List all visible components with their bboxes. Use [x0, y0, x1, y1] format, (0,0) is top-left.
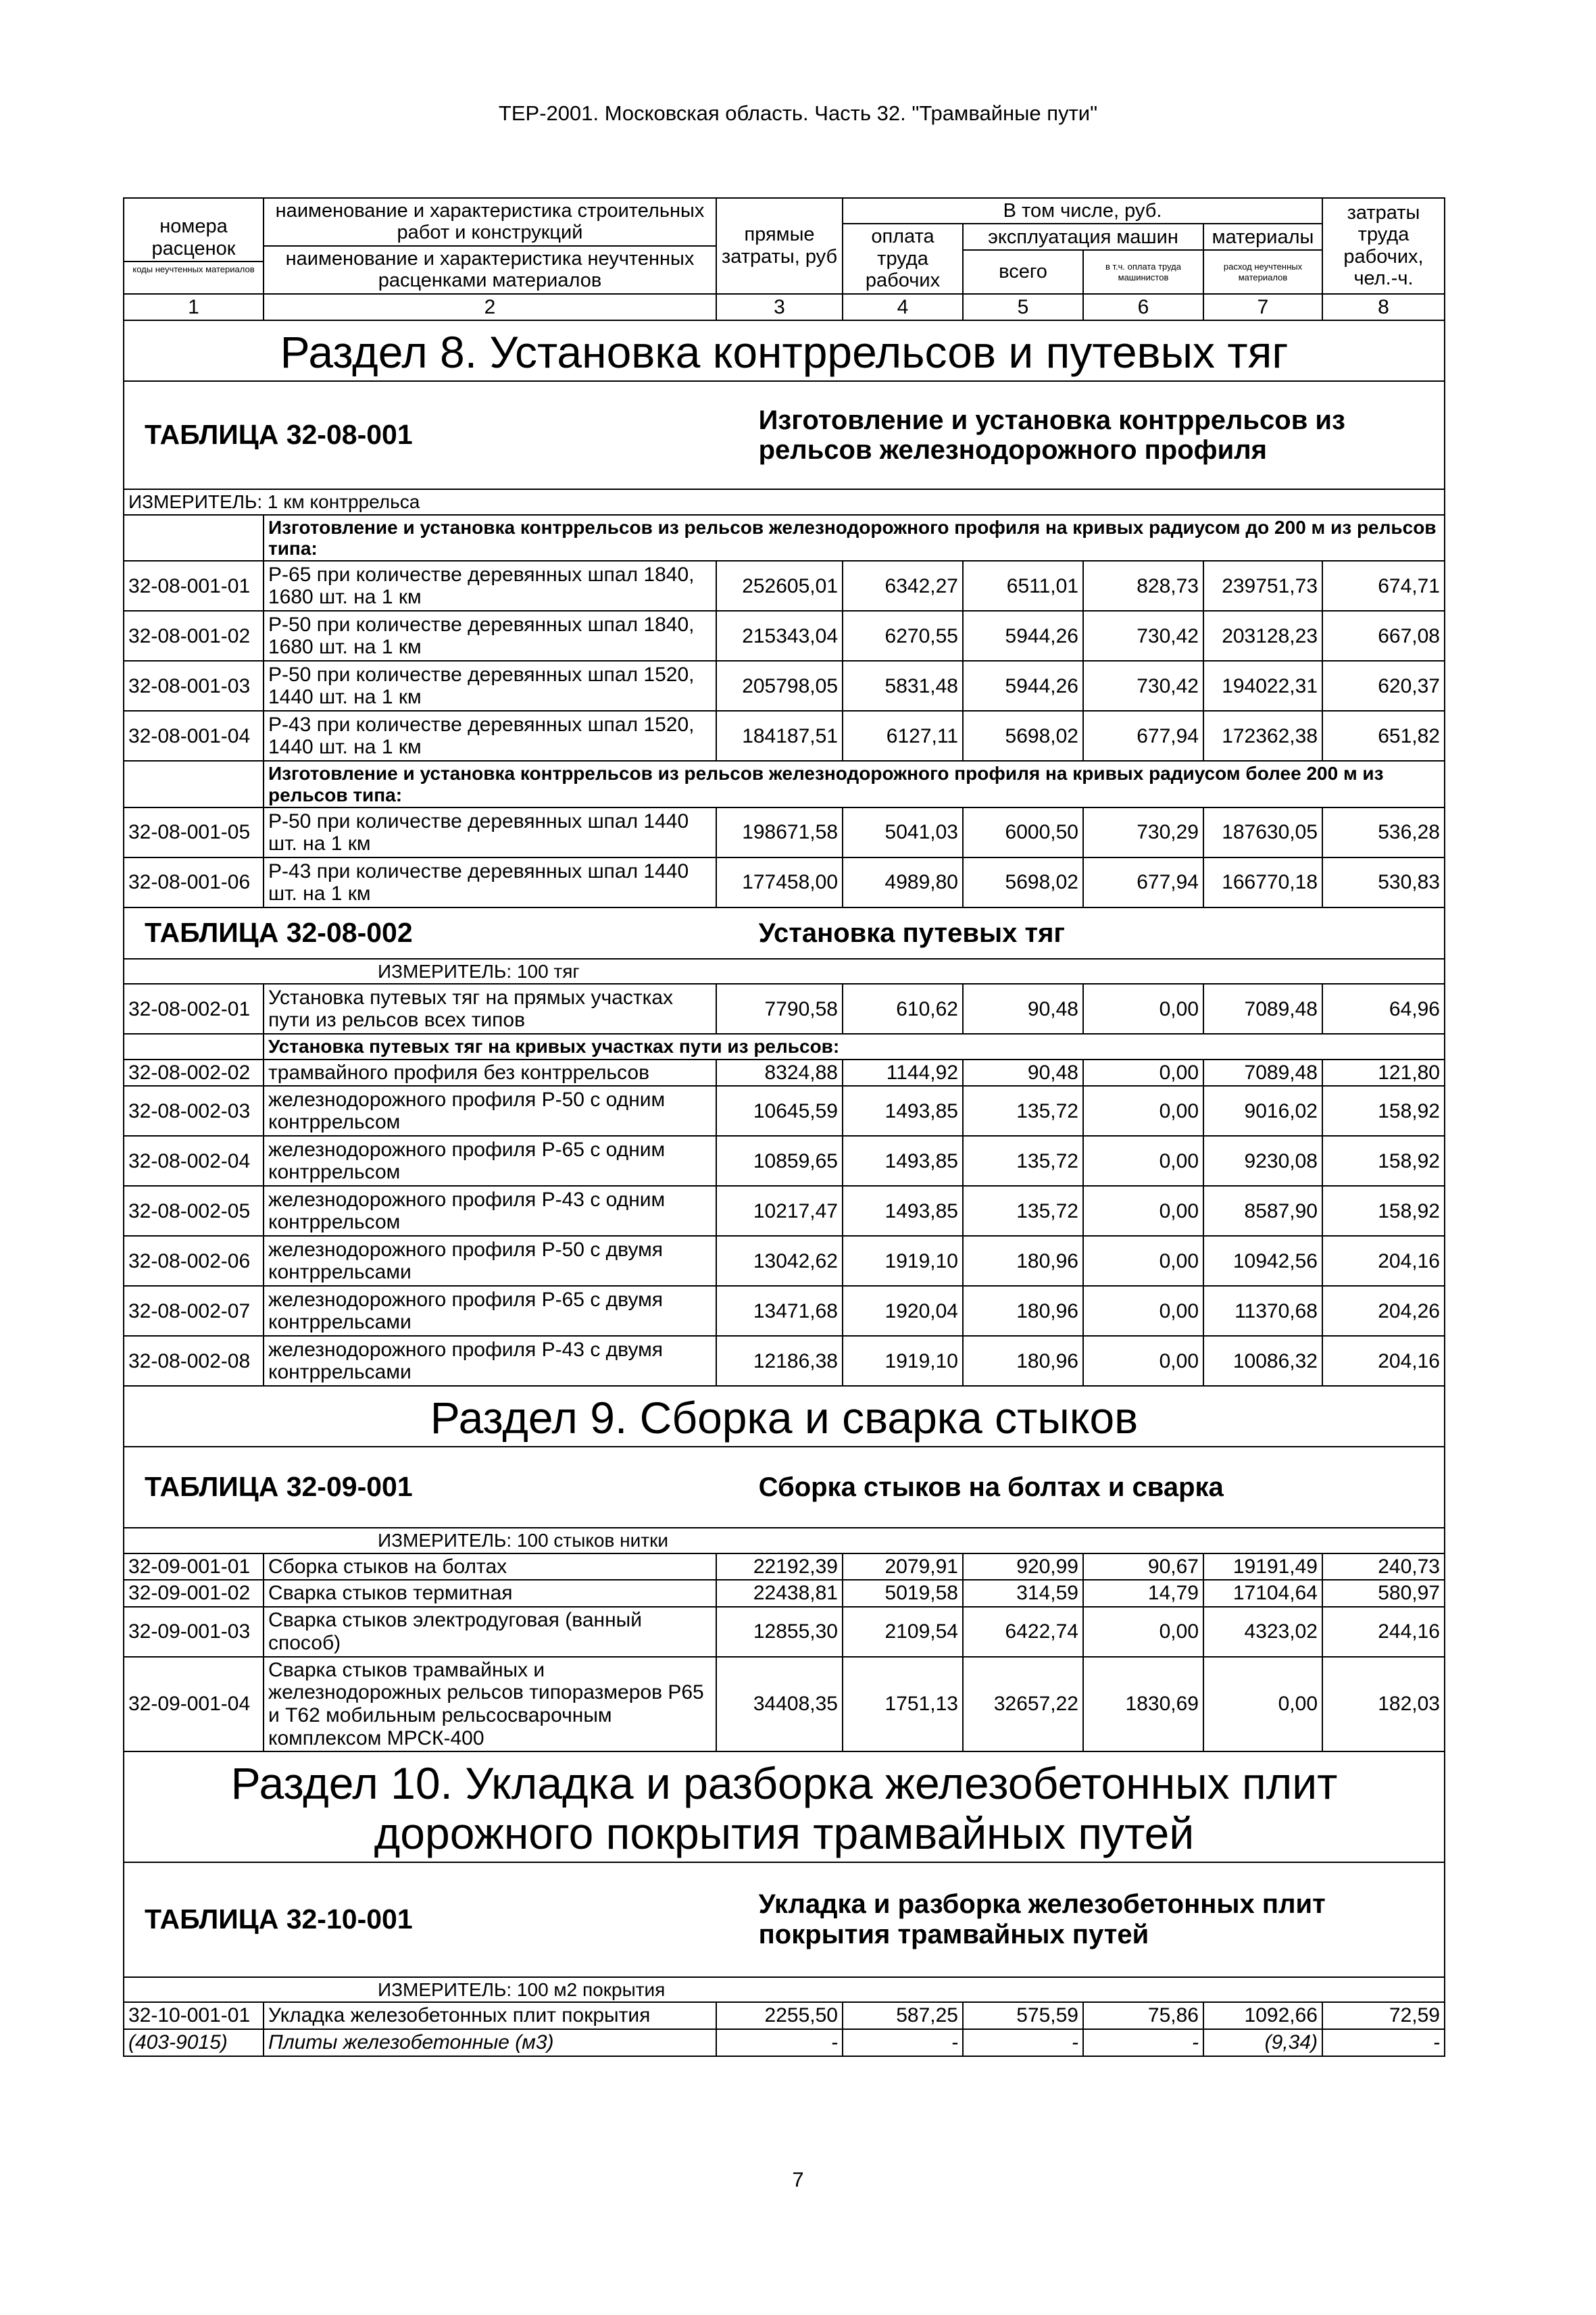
machines-total: 180,96 [963, 1236, 1083, 1286]
labor-hours: 240,73 [1322, 1553, 1445, 1580]
operators-wages: 0,00 [1083, 1286, 1203, 1336]
labor-hours: 158,92 [1322, 1086, 1445, 1136]
table-title-row [124, 1862, 1445, 1977]
rate-code: 32-09-001-04 [124, 1657, 264, 1751]
table-row [124, 2002, 1445, 2029]
section-title: Раздел 9. Сборка и сварка стыков [124, 1386, 1445, 1447]
labor-hours: 244,16 [1322, 1607, 1445, 1657]
direct-costs: - [716, 2029, 843, 2056]
col-number: 2 [264, 294, 716, 321]
work-name: Р-43 при количестве деревянных шпал 1440 шт. на 1 км [264, 857, 716, 907]
table-row [124, 1086, 1445, 1136]
labor-hours: 530,83 [1322, 857, 1445, 907]
table-row [124, 1136, 1445, 1186]
direct-costs: 10859,65 [716, 1136, 843, 1186]
rate-code: 32-10-001-01 [124, 2002, 264, 2029]
machines-total: 6511,01 [963, 561, 1083, 611]
empty-cell [124, 515, 264, 562]
machines-total: 5698,02 [963, 711, 1083, 761]
table-row [124, 857, 1445, 907]
operators-wages: - [1083, 2029, 1203, 2056]
operators-wages: 14,79 [1083, 1580, 1203, 1607]
col-header-unaccounted: расход неучтенных материалов [1203, 250, 1322, 294]
machines-total: 90,48 [963, 1060, 1083, 1087]
wages: 1919,10 [843, 1336, 963, 1386]
work-name: Укладка железобетонных плит покрытия [264, 2002, 716, 2029]
subheading-row [124, 1034, 1445, 1059]
machines-total: 90,48 [963, 984, 1083, 1034]
operators-wages: 0,00 [1083, 1236, 1203, 1286]
table-row [124, 1657, 1445, 1751]
table-title-row [124, 907, 1445, 959]
work-name: Р-43 при количестве деревянных шпал 1520, 1440 шт. на 1 км [264, 711, 716, 761]
operators-wages: 730,42 [1083, 611, 1203, 661]
rate-code: 32-08-001-04 [124, 711, 264, 761]
table-row [124, 1236, 1445, 1286]
materials: 8587,90 [1203, 1186, 1322, 1236]
rate-code: 32-09-001-02 [124, 1580, 264, 1607]
wages: - [843, 2029, 963, 2056]
empty-cell [124, 1034, 264, 1059]
operators-wages: 1830,69 [1083, 1657, 1203, 1751]
rate-code: 32-08-002-02 [124, 1060, 264, 1087]
wages: 1919,10 [843, 1236, 963, 1286]
direct-costs: 34408,35 [716, 1657, 843, 1751]
work-name: Установка путевых тяг на прямых участках пути из рельсов всех типов [264, 984, 716, 1034]
labor-hours: 651,82 [1322, 711, 1445, 761]
wages: 5041,03 [843, 807, 963, 857]
wages: 5019,58 [843, 1580, 963, 1607]
direct-costs: 177458,00 [716, 857, 843, 907]
column-numbers-row [124, 294, 1445, 321]
machines-total: 6000,50 [963, 807, 1083, 857]
col-header-machines: эксплуатация машин [963, 224, 1203, 250]
table-row [124, 1060, 1445, 1087]
page-number: 7 [792, 2168, 804, 2191]
section-8-row [124, 320, 1445, 381]
work-name: Сварка стыков трамвайных и железнодорожных рельсов типоразмеров Р65 и Т62 мобильным рельсосварочным комплексом МРСК-400 [264, 1657, 716, 1751]
col-header-labor: затраты труда рабочих, чел.-ч. [1322, 198, 1445, 294]
materials: 9016,02 [1203, 1086, 1322, 1136]
table-label: ТАБЛИЦА 32-09-001 [145, 1471, 413, 1503]
operators-wages: 730,29 [1083, 807, 1203, 857]
rate-code: 32-08-001-05 [124, 807, 264, 857]
direct-costs: 2255,50 [716, 2002, 843, 2029]
materials: 10942,56 [1203, 1236, 1322, 1286]
rate-code: 32-08-001-01 [124, 561, 264, 611]
col-header-direct-costs: прямые затраты, руб [716, 198, 843, 294]
wages: 5831,48 [843, 661, 963, 711]
operators-wages: 828,73 [1083, 561, 1203, 611]
meter: ИЗМЕРИТЕЛЬ: 100 стыков нитки [124, 1528, 1445, 1553]
direct-costs: 13042,62 [716, 1236, 843, 1286]
operators-wages: 0,00 [1083, 984, 1203, 1034]
col-number: 3 [716, 294, 843, 321]
labor-hours: 158,92 [1322, 1186, 1445, 1236]
meter-row [124, 1528, 1445, 1553]
wages: 1493,85 [843, 1186, 963, 1236]
table-row [124, 807, 1445, 857]
operators-wages: 75,86 [1083, 2002, 1203, 2029]
table-description: Установка путевых тяг [758, 918, 1066, 948]
direct-costs: 12186,38 [716, 1336, 843, 1386]
direct-costs: 10217,47 [716, 1186, 843, 1236]
table-row [124, 2029, 1445, 2056]
labor-hours: 204,16 [1322, 1336, 1445, 1386]
work-name: Плиты железобетонные (м3) [264, 2029, 716, 2056]
table-row [124, 1607, 1445, 1657]
work-name: Р-50 при количестве деревянных шпал 1520, 1440 шт. на 1 км [264, 661, 716, 711]
work-name: железнодорожного профиля Р-50 с одним контррельсом [264, 1086, 716, 1136]
table-32-08-001-title [124, 381, 1445, 489]
rate-code: 32-09-001-01 [124, 1553, 264, 1580]
table-title [124, 381, 1445, 489]
materials: 7089,48 [1203, 1060, 1322, 1087]
rate-code: 32-08-002-05 [124, 1186, 264, 1236]
machines-total: - [963, 2029, 1083, 2056]
rate-code: 32-09-001-03 [124, 1607, 264, 1657]
section-title: Раздел 10. Укладка и разборка железобетонных плит дорожного покрытия трамвайных путей [124, 1751, 1445, 1862]
col-number: 8 [1322, 294, 1445, 321]
machines-total: 32657,22 [963, 1657, 1083, 1751]
operators-wages: 0,00 [1083, 1186, 1203, 1236]
labor-hours: 667,08 [1322, 611, 1445, 661]
machines-total: 135,72 [963, 1086, 1083, 1136]
operators-wages: 677,94 [1083, 711, 1203, 761]
materials: 9230,08 [1203, 1136, 1322, 1186]
col-header-total: всего [963, 250, 1083, 294]
machines-total: 180,96 [963, 1286, 1083, 1336]
col-number: 1 [124, 294, 264, 321]
col-number: 6 [1083, 294, 1203, 321]
direct-costs: 22438,81 [716, 1580, 843, 1607]
wages: 6270,55 [843, 611, 963, 661]
subheading-row [124, 761, 1445, 807]
materials: 194022,31 [1203, 661, 1322, 711]
table-row [124, 1286, 1445, 1336]
meter: ИЗМЕРИТЕЛЬ: 100 м2 покрытия [124, 1977, 1445, 2002]
direct-costs: 184187,51 [716, 711, 843, 761]
rate-code: 32-08-001-02 [124, 611, 264, 661]
wages: 6127,11 [843, 711, 963, 761]
machines-total: 180,96 [963, 1336, 1083, 1386]
col-header-operators: в т.ч. оплата труда машинистов [1083, 250, 1203, 294]
operators-wages: 0,00 [1083, 1336, 1203, 1386]
labor-hours: 158,92 [1322, 1136, 1445, 1186]
labor-hours: 204,26 [1322, 1286, 1445, 1336]
col-header-codes [124, 198, 264, 294]
direct-costs: 198671,58 [716, 807, 843, 857]
direct-costs: 252605,01 [716, 561, 843, 611]
table-row [124, 1186, 1445, 1236]
operators-wages: 0,00 [1083, 1086, 1203, 1136]
wages: 2079,91 [843, 1553, 963, 1580]
col-number: 7 [1203, 294, 1322, 321]
wages: 2109,54 [843, 1607, 963, 1657]
machines-total: 5944,26 [963, 661, 1083, 711]
table-row [124, 1553, 1445, 1580]
operators-wages: 0,00 [1083, 1060, 1203, 1087]
work-name: Р-50 при количестве деревянных шпал 1840, 1680 шт. на 1 км [264, 611, 716, 661]
table-title-row [124, 1447, 1445, 1528]
materials: 239751,73 [1203, 561, 1322, 611]
col2-bottom: наименование и характеристика неучтенных расценками материалов [285, 247, 695, 292]
wages: 587,25 [843, 2002, 963, 2029]
materials: 10086,32 [1203, 1336, 1322, 1386]
operators-wages: 0,00 [1083, 1607, 1203, 1657]
materials: 187630,05 [1203, 807, 1322, 857]
materials: 4323,02 [1203, 1607, 1322, 1657]
subheading: Изготовление и установка контррельсов из рельсов железнодорожного профиля на кривых радиусом более 200 м из рельсов типа: [264, 761, 1445, 807]
empty-cell [124, 761, 264, 807]
labor-hours: 72,59 [1322, 2002, 1445, 2029]
wages: 1751,13 [843, 1657, 963, 1751]
machines-total: 135,72 [963, 1186, 1083, 1236]
rates-table [123, 197, 1445, 2057]
table-row [124, 984, 1445, 1034]
table-title [124, 907, 1445, 959]
col2-top: наименование и характеристика строительных работ и конструкций [264, 199, 716, 247]
section-title-row [124, 1751, 1445, 1862]
direct-costs: 205798,05 [716, 661, 843, 711]
machines-total: 314,59 [963, 1580, 1083, 1607]
labor-hours: 204,16 [1322, 1236, 1445, 1286]
materials: 203128,23 [1203, 611, 1322, 661]
rate-code: 32-08-002-04 [124, 1136, 264, 1186]
operators-wages: 0,00 [1083, 1136, 1203, 1186]
rate-code: 32-08-002-08 [124, 1336, 264, 1386]
direct-costs: 8324,88 [716, 1060, 843, 1087]
machines-total: 575,59 [963, 2002, 1083, 2029]
table-title [124, 1447, 1445, 1528]
table-row [124, 1580, 1445, 1607]
page-header: ТЕР-2001. Московская область. Часть 32. "Трамвайные пути" [498, 101, 1098, 125]
table-description: Сборка стыков на болтах и сварка [758, 1472, 1224, 1502]
wages: 4989,80 [843, 857, 963, 907]
materials: (9,34) [1203, 2029, 1322, 2056]
wages: 1493,85 [843, 1136, 963, 1186]
table-description: Изготовление и установка контррельсов из рельсов железнодорожного профиля [758, 405, 1345, 466]
work-name: трамвайного профиля без контррельсов [264, 1060, 716, 1087]
wages: 610,62 [843, 984, 963, 1034]
materials: 166770,18 [1203, 857, 1322, 907]
rate-code: 32-08-001-03 [124, 661, 264, 711]
col-header-materials: материалы [1203, 224, 1322, 250]
table-title [124, 1862, 1445, 1977]
col-header-incl: В том числе, руб. [843, 198, 1322, 224]
wages: 1144,92 [843, 1060, 963, 1087]
work-name: железнодорожного профиля Р-43 с одним контррельсом [264, 1186, 716, 1236]
machines-total: 6422,74 [963, 1607, 1083, 1657]
meter: ИЗМЕРИТЕЛЬ: 100 тяг [124, 959, 1445, 984]
materials: 17104,64 [1203, 1580, 1322, 1607]
col-number: 4 [843, 294, 963, 321]
work-name: Сварка стыков термитная [264, 1580, 716, 1607]
rate-code: 32-08-002-03 [124, 1086, 264, 1136]
operators-wages: 677,94 [1083, 857, 1203, 907]
machines-total: 920,99 [963, 1553, 1083, 1580]
materials: 19191,49 [1203, 1553, 1322, 1580]
materials: 1092,66 [1203, 2002, 1322, 2029]
materials: 11370,68 [1203, 1286, 1322, 1336]
work-name: Сборка стыков на болтах [264, 1553, 716, 1580]
subheading: Установка путевых тяг на кривых участках пути из рельсов: [264, 1034, 1445, 1059]
rate-code: 32-08-002-06 [124, 1236, 264, 1286]
col-header-name [264, 198, 716, 294]
col1-top: номера расценок [124, 214, 263, 262]
wages: 1920,04 [843, 1286, 963, 1336]
table-row [124, 711, 1445, 761]
materials: 0,00 [1203, 1657, 1322, 1751]
rate-code: (403-9015) [124, 2029, 264, 2056]
meter-row [124, 489, 1445, 514]
section-title: Раздел 8. Установка контррельсов и путевых тяг [124, 320, 1445, 381]
direct-costs: 22192,39 [716, 1553, 843, 1580]
operators-wages: 730,42 [1083, 661, 1203, 711]
machines-total: 5698,02 [963, 857, 1083, 907]
work-name: Р-65 при количестве деревянных шпал 1840, 1680 шт. на 1 км [264, 561, 716, 611]
work-name: железнодорожного профиля Р-65 с двумя контррельсами [264, 1286, 716, 1336]
col-number: 5 [963, 294, 1083, 321]
direct-costs: 13471,68 [716, 1286, 843, 1336]
labor-hours: 580,97 [1322, 1580, 1445, 1607]
table-label: ТАБЛИЦА 32-10-001 [145, 1903, 413, 1935]
direct-costs: 12855,30 [716, 1607, 843, 1657]
table-label: ТАБЛИЦА 32-08-001 [145, 419, 413, 451]
direct-costs: 215343,04 [716, 611, 843, 661]
subheading-row [124, 515, 1445, 562]
table-row [124, 661, 1445, 711]
labor-hours: 536,28 [1322, 807, 1445, 857]
col1-bottom: коды неучтенных материалов [132, 264, 255, 275]
wages: 1493,85 [843, 1086, 963, 1136]
work-name: железнодорожного профиля Р-65 с одним контррельсом [264, 1136, 716, 1186]
work-name: Р-50 при количестве деревянных шпал 1440 шт. на 1 км [264, 807, 716, 857]
direct-costs: 7790,58 [716, 984, 843, 1034]
labor-hours: 64,96 [1322, 984, 1445, 1034]
labor-hours: - [1322, 2029, 1445, 2056]
col-header-wages: оплата труда рабочих [843, 224, 963, 293]
labor-hours: 674,71 [1322, 561, 1445, 611]
table-row [124, 611, 1445, 661]
work-name: железнодорожного профиля Р-43 с двумя контррельсами [264, 1336, 716, 1386]
rate-code: 32-08-002-07 [124, 1286, 264, 1336]
materials: 7089,48 [1203, 984, 1322, 1034]
machines-total: 5944,26 [963, 611, 1083, 661]
table-row [124, 1336, 1445, 1386]
labor-hours: 620,37 [1322, 661, 1445, 711]
rate-code: 32-08-002-01 [124, 984, 264, 1034]
meter-row [124, 1977, 1445, 2002]
wages: 6342,27 [843, 561, 963, 611]
direct-costs: 10645,59 [716, 1086, 843, 1136]
meter-row [124, 959, 1445, 984]
table-description: Укладка и разборка железобетонных плит покрытия трамвайных путей [758, 1889, 1326, 1950]
table-label: ТАБЛИЦА 32-08-002 [145, 917, 413, 949]
meter: ИЗМЕРИТЕЛЬ: 1 км контррельса [124, 489, 1445, 514]
labor-hours: 121,80 [1322, 1060, 1445, 1087]
rate-code: 32-08-001-06 [124, 857, 264, 907]
machines-total: 135,72 [963, 1136, 1083, 1186]
header-row-1 [124, 198, 1445, 224]
work-name: железнодорожного профиля Р-50 с двумя контррельсами [264, 1236, 716, 1286]
labor-hours: 182,03 [1322, 1657, 1445, 1751]
table-row [124, 561, 1445, 611]
section-title-row [124, 1386, 1445, 1447]
work-name: Сварка стыков электродуговая (ванный способ) [264, 1607, 716, 1657]
materials: 172362,38 [1203, 711, 1322, 761]
operators-wages: 90,67 [1083, 1553, 1203, 1580]
subheading: Изготовление и установка контррельсов из рельсов железнодорожного профиля на кривых радиусом до 200 м из рельсов типа: [264, 515, 1445, 562]
